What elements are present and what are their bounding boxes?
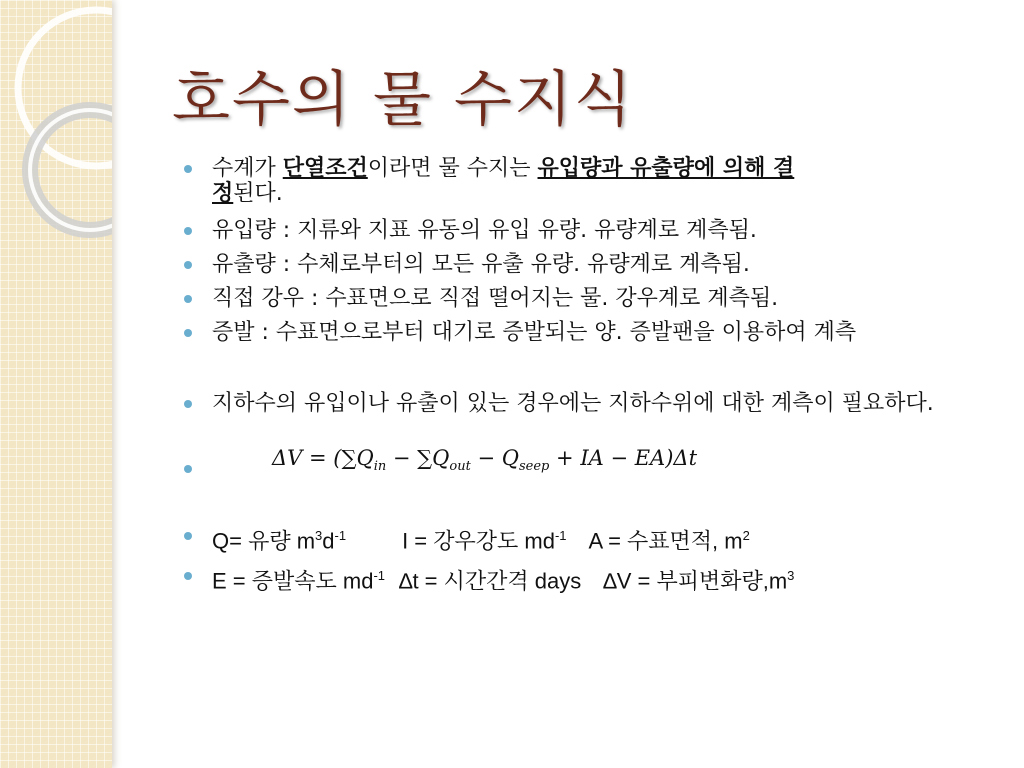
- underlined-term-inflow-outflow: 유입량과 유출량에 의해 결: [537, 156, 795, 181]
- bullet-equation: [184, 446, 984, 489]
- bullet-units-1: Q= 유량 $m^3d^{-1}$ I = 강우강도 $md^{-1}$ A = 수표면적, $m^2$: [184, 523, 984, 553]
- water-balance-equation: $\Delta V = (\sum Q_{in} - \sum Q_{out} - Q_{seep}$ + IA − EA)Δt: [272, 446, 698, 475]
- bullet-inflow: 유입량 : 지류와 지표 유동의 유입 유량. 유량계로 계측됨.: [184, 218, 984, 243]
- bullet-groundwater: 지하수의 유입이나 유출이 있는 경우에는 지하수위에 대한 계측이 필요하다.: [184, 391, 984, 416]
- bullet-units-2: E = 증발속도 $md^{-1}$ ∆t = 시간간격 days ∆V = 부피변화량$,m^3$: [184, 563, 984, 593]
- underlined-term-isolated: 단열조건: [282, 156, 368, 181]
- bullet-direct-rainfall: 직접 강우 : 수표면으로 직접 떨어지는 물. 강우계로 계측됨.: [184, 286, 984, 311]
- bullet-isolated-condition: 수계가 단열조건이라면 물 수지는 유입량과 유출량에 의해 결 정된다.: [184, 156, 984, 206]
- decorative-side-panel: [0, 0, 112, 768]
- decorative-circles: [0, 0, 112, 768]
- page-title: 호수의 물 수지식: [172, 65, 634, 135]
- bullet-outflow: 유출량 : 수체로부터의 모든 유출 유량. 유량계로 계측됨.: [184, 252, 984, 277]
- bullet-list: [184, 156, 984, 593]
- bullet-evaporation: 증발 : 수표면으로부터 대기로 증발되는 양. 증발팬을 이용하여 계측: [184, 320, 984, 345]
